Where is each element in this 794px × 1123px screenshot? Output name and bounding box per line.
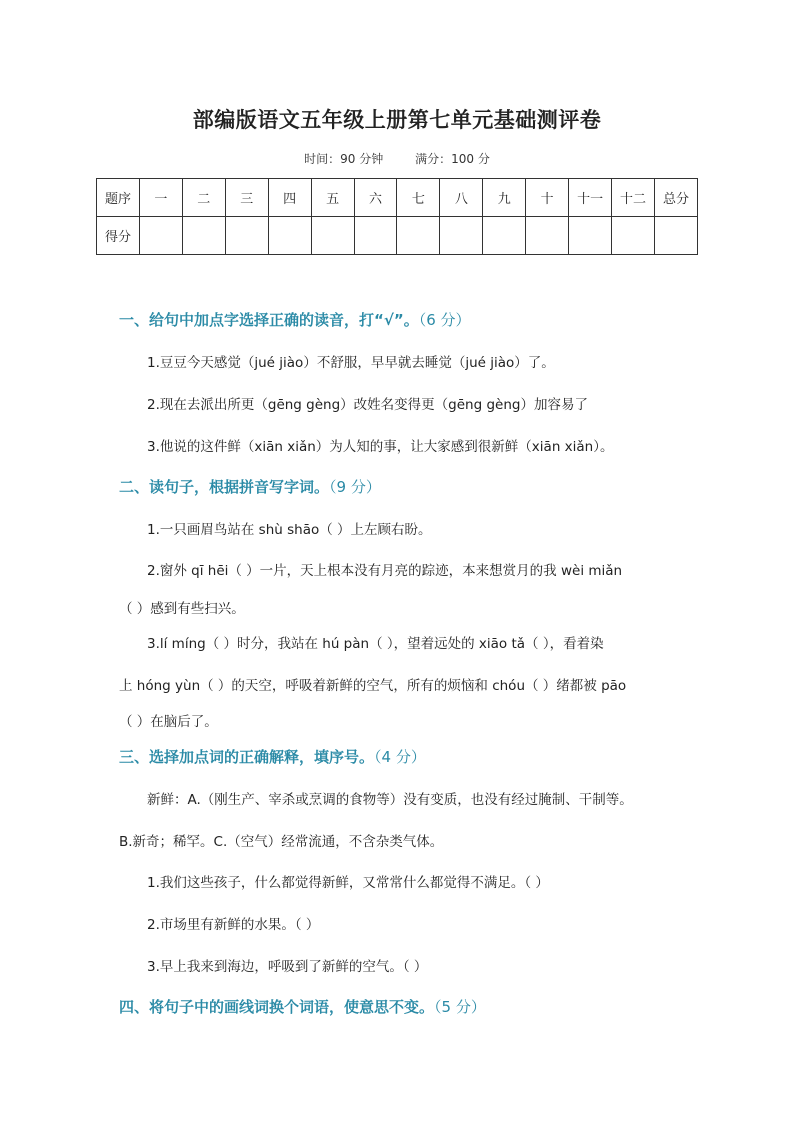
score-cell[interactable] bbox=[654, 217, 697, 255]
score-cell[interactable] bbox=[612, 217, 655, 255]
score-cell[interactable] bbox=[526, 217, 569, 255]
table-cell: 十 bbox=[526, 179, 569, 217]
question-line: 上 hóng yùn（ ）的天空，呼吸着新鲜的空气，所有的烦恼和 chóu（ ）绪都被 pāo bbox=[119, 678, 627, 694]
table-cell: 一 bbox=[139, 179, 182, 217]
table-cell: 十一 bbox=[569, 179, 612, 217]
table-cell: 十二 bbox=[612, 179, 655, 217]
time-limit: 时间：90 分钟 bbox=[304, 152, 384, 166]
question-line: 3.lí míng（ ）时分，我站在 hú pàn（ ），望着远处的 xiāo tǎ（ ），看着染 bbox=[147, 636, 604, 652]
full-score: 满分：100 分 bbox=[415, 152, 490, 166]
table-cell: 二 bbox=[182, 179, 225, 217]
table-cell: 八 bbox=[440, 179, 483, 217]
section-points: （5 分） bbox=[434, 998, 486, 1016]
section-heading-3 bbox=[119, 746, 426, 767]
question-line: 2.市场里有新鲜的水果。（ ） bbox=[147, 917, 320, 933]
table-cell: 题序 bbox=[97, 179, 140, 217]
score-cell[interactable] bbox=[569, 217, 612, 255]
section-heading-1 bbox=[119, 309, 471, 330]
page-title: 部编版语文五年级上册第七单元基础测评卷 bbox=[192, 108, 602, 132]
table-row-score bbox=[97, 217, 698, 255]
question-line: 2.窗外 qī hēi（ ）一片，天上根本没有月亮的踪迹，本来想赏月的我 wèi miǎn bbox=[147, 563, 623, 579]
score-cell[interactable] bbox=[354, 217, 397, 255]
definition-line: B.新奇；稀罕。C.（空气）经常流通，不含杂类气体。 bbox=[119, 834, 444, 850]
question-line: （ ）感到有些扫兴。 bbox=[119, 601, 245, 617]
exam-meta bbox=[0, 150, 794, 167]
score-cell[interactable] bbox=[440, 217, 483, 255]
table-cell: 总分 bbox=[654, 179, 697, 217]
question-line: 1.豆豆今天感觉（jué jiào）不舒服，早早就去睡觉（jué jiào）了。 bbox=[147, 355, 555, 371]
score-cell[interactable] bbox=[225, 217, 268, 255]
question-line: 2.现在去派出所更（gēng gèng）改姓名变得更（gēng gèng）加容易了 bbox=[147, 397, 588, 413]
score-table bbox=[96, 178, 698, 255]
table-cell: 四 bbox=[268, 179, 311, 217]
score-cell[interactable] bbox=[483, 217, 526, 255]
question-line: （ ）在脑后了。 bbox=[119, 714, 218, 730]
table-row-header bbox=[97, 179, 698, 217]
section-title: 四、将句子中的画线词换个词语，使意思不变。 bbox=[119, 998, 435, 1016]
question-line: 1.一只画眉鸟站在 shù shāo（ ）上左顾右盼。 bbox=[147, 522, 432, 538]
score-cell[interactable] bbox=[182, 217, 225, 255]
section-points: （9 分） bbox=[329, 478, 381, 496]
definition-line: 新鲜：A.（刚生产、宰杀或烹调的食物等）没有变质，也没有经过腌制、干制等。 bbox=[147, 792, 633, 808]
section-heading-2 bbox=[119, 476, 381, 497]
table-cell: 六 bbox=[354, 179, 397, 217]
section-title: 二、读句子，根据拼音写字词。 bbox=[119, 478, 330, 496]
table-cell: 七 bbox=[397, 179, 440, 217]
section-title: 三、选择加点词的正确解释，填序号。 bbox=[119, 748, 375, 766]
score-cell[interactable] bbox=[139, 217, 182, 255]
score-cell[interactable] bbox=[268, 217, 311, 255]
table-cell: 三 bbox=[225, 179, 268, 217]
section-points: （6 分） bbox=[418, 311, 471, 329]
score-cell[interactable] bbox=[311, 217, 354, 255]
section-heading-4 bbox=[119, 996, 486, 1017]
question-line: 3.早上我来到海边，呼吸到了新鲜的空气。（ ） bbox=[147, 959, 428, 975]
section-points: （4 分） bbox=[374, 748, 426, 766]
table-cell: 得分 bbox=[97, 217, 140, 255]
score-cell[interactable] bbox=[397, 217, 440, 255]
section-title: 一、给句中加点字选择正确的读音，打“√”。 bbox=[119, 311, 419, 329]
question-line: 3.他说的这件鲜（xiān xiǎn）为人知的事，让大家感到很新鲜（xiān xiǎn）。 bbox=[147, 439, 614, 455]
table-cell: 九 bbox=[483, 179, 526, 217]
table-cell: 五 bbox=[311, 179, 354, 217]
question-line: 1.我们这些孩子，什么都觉得新鲜，又常常什么都觉得不满足。（ ） bbox=[147, 875, 549, 891]
